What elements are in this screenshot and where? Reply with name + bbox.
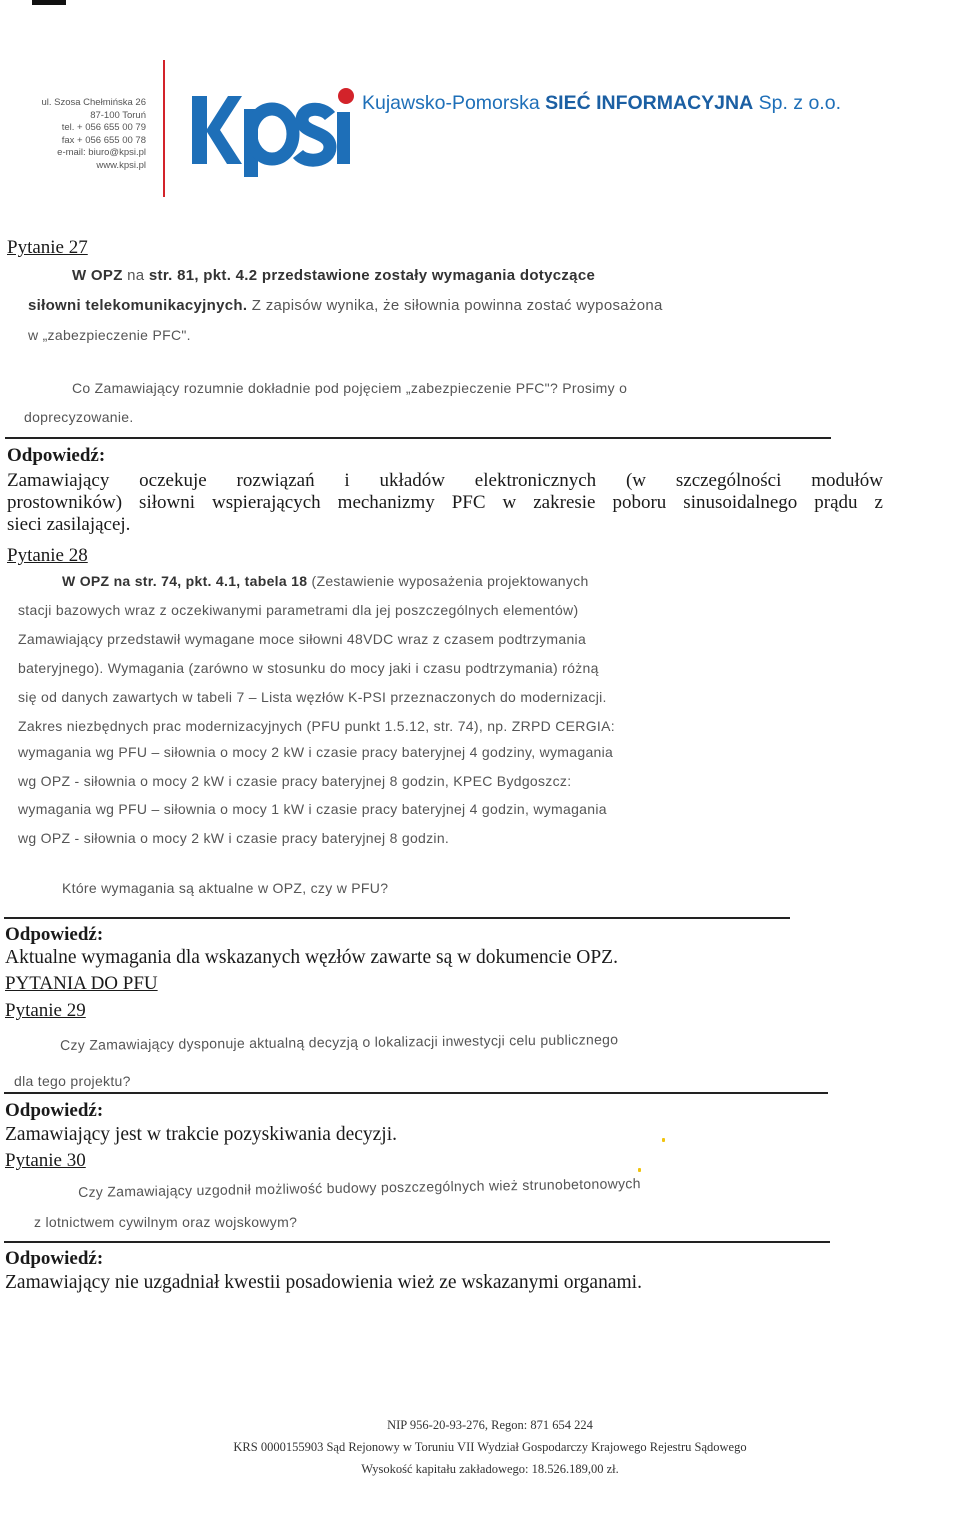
question-29-line-2: dla tego projektu?	[14, 1073, 131, 1089]
question-29-line-1: Czy Zamawiający dysponuje aktualną decyzją o lokalizacji inwestycji celu publicznego	[60, 1031, 619, 1053]
answer-27-line-3: sieci zasilającej.	[7, 514, 131, 535]
answer-30-text: Zamawiający nie uzgadniał kwestii posadowienia wież ze wskazanymi organami.	[5, 1272, 642, 1293]
answer-28-label: Odpowiedź:	[5, 924, 104, 945]
divider-q28	[4, 917, 790, 919]
footer-krs: KRS 0000155903 Sąd Rejonowy w Toruniu VII Wydział Gospodarczy Krajowego Rejestru Sądowego	[233, 1440, 747, 1454]
answer-29-label: Odpowiedź:	[5, 1100, 104, 1121]
company-name-regular: Kujawsko-Pomorska	[362, 92, 540, 114]
question-28-line-3: Zamawiający przedstawił wymagane moce siłowni 48VDC wraz z czasem podtrzymania	[18, 631, 587, 647]
question-28-line-4: bateryjnego). Wymagania (zarówno w stosunku do mocy jaki i czasu podtrzymania) różną	[18, 660, 599, 676]
company-name-bold: SIEĆ INFORMACYJNA	[545, 92, 754, 114]
section-heading-pfu: PYTANIA DO PFU	[5, 973, 158, 994]
scan-speck	[638, 1168, 641, 1172]
answer-27-text	[7, 470, 883, 536]
question-28-line-5: się od danych zawartych w tabeli 7 – Lista węzłów K-PSI przeznaczonych do modernizacji.	[18, 689, 607, 705]
question-28-line-8: wg OPZ - siłownia o mocy 2 kW i czasie pracy bateryjnej 8 godzin, KPEC Bydgoszcz:	[18, 773, 572, 789]
question-27-line-5: doprecyzowanie.	[24, 409, 134, 425]
question-28-line-10: wg OPZ - siłownia o mocy 2 kW i czasie pracy bateryjnej 8 godzin.	[18, 830, 450, 846]
page-corner-mark	[32, 0, 66, 5]
question-28-line-7: wymagania wg PFU – siłownia o mocy 2 kW i czasie pracy bateryjnej 4 godziny, wymagania	[18, 744, 614, 760]
answer-29-text: Zamawiający jest w trakcie pozyskiwania decyzji.	[5, 1124, 397, 1145]
question-28-line-9: wymagania wg PFU – siłownia o mocy 1 kW i czasie pracy bateryjnej 4 godzin, wymagania	[18, 801, 607, 817]
divider-q30	[4, 1241, 830, 1243]
question-28-line-2: stacji bazowych wraz z oczekiwanymi parametrami dla jej poszczególnych elementów)	[18, 602, 579, 618]
answer-28-text: Aktualne wymagania dla wskazanych węzłów zawarte są w dokumencie OPZ.	[5, 947, 618, 968]
footer-capital: Wysokość kapitału zakładowego: 18.526.189,00 zł.	[361, 1462, 619, 1476]
answer-27-label: Odpowiedź:	[7, 445, 106, 466]
company-address-block	[0, 97, 146, 173]
address-street: ul. Szosa Chełmińska 26	[41, 97, 146, 108]
question-27-heading: Pytanie 27	[7, 237, 88, 258]
question-27-line-3: w „zabezpieczenie PFC".	[28, 327, 191, 343]
answer-27-line-2: prostowników) siłowni wspierających mechanizmy PFC w zakresie poboru sinusoidalnego prądu z	[7, 492, 883, 513]
divider-q27	[5, 437, 831, 439]
question-27-line-2: siłowni telekomunikacyjnych. Z zapisów wynika, że siłownia powinna zostać wyposażona	[28, 297, 663, 314]
question-27-line-4: Co Zamawiający rozumnie dokładnie pod pojęciem „zabezpieczenie PFC"? Prosimy o	[72, 380, 628, 396]
kpsi-logo	[190, 74, 360, 179]
address-email: e-mail: biuro@kpsi.pl	[57, 147, 146, 159]
address-phone: tel. + 056 655 00 79	[61, 122, 146, 134]
address-city: 87-100 Toruń	[90, 109, 146, 121]
scan-speck	[662, 1138, 665, 1142]
question-29-heading: Pytanie 29	[5, 1000, 86, 1021]
question-30-line-1: Czy Zamawiający uzgodnił możliwość budowy poszczególnych wież strunobetonowych	[78, 1175, 641, 1200]
question-28-line-6: Zakres niezbędnych prac modernizacyjnych (PFU punkt 1.5.12, str. 74), np. ZRPD CERGIA:	[18, 718, 615, 734]
company-name	[362, 92, 841, 115]
answer-30-label: Odpowiedź:	[5, 1248, 104, 1269]
address-website: www.kpsi.pl	[96, 159, 146, 171]
question-30-line-2: z lotnictwem cywilnym oraz wojskowym?	[34, 1214, 298, 1230]
company-name-suffix: Sp. z o.o.	[758, 92, 841, 114]
question-28-line-1: W OPZ na str. 74, pkt. 4.1, tabela 18 (Zestawienie wyposażenia projektowanych	[62, 573, 589, 589]
answer-27-line-1: Zamawiający oczekuje rozwiązań i układów elektronicznych (w szczególności modułów	[7, 470, 883, 491]
question-28-question: Które wymagania są aktualne w OPZ, czy w PFU?	[62, 880, 389, 896]
footer-nip-regon: NIP 956-20-93-276, Regon: 871 654 224	[387, 1418, 593, 1432]
letterhead-divider	[163, 60, 165, 197]
question-28-heading: Pytanie 28	[7, 545, 88, 566]
question-30-heading: Pytanie 30	[5, 1150, 86, 1171]
address-fax: fax + 056 655 00 78	[61, 134, 146, 146]
divider-q29	[4, 1092, 828, 1094]
question-27-line-1: W OPZ na str. 81, pkt. 4.2 przedstawione zostały wymagania dotyczące	[72, 267, 596, 284]
